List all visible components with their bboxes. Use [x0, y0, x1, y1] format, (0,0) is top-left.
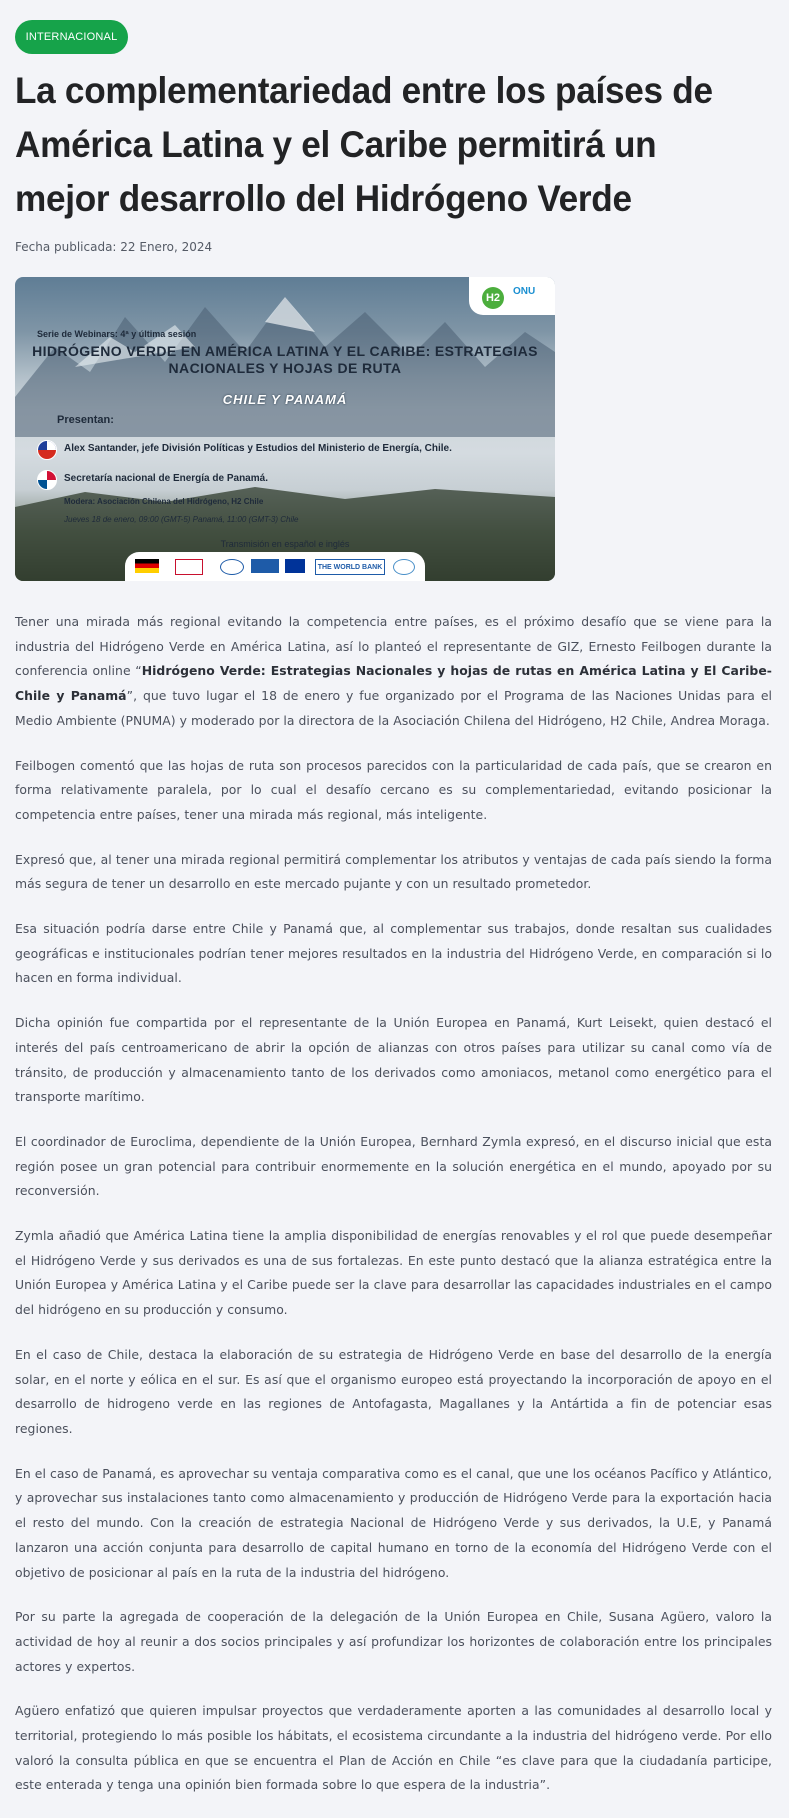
paragraph: En el caso de Chile, destaca la elaboración de su estrategia de Hidrógeno Verde en base del desarrollo de la energía solar, en el norte y eólica en el sur. Es así que el organismo europeo está proyectando la incorporación de apoyo en el desarrollo de hidrogeno verde en las regiones de Antofagasta, Magallanes y la Antártida a fin de potenciar esas regiones.: [15, 1346, 772, 1436]
world-bank-logo: THE WORLD BANK: [315, 559, 385, 575]
hero-image: [15, 277, 555, 581]
webinar-countries: CHILE Y PANAMÁ: [222, 392, 348, 407]
webinar-series-label: Serie de Webinars: 4ª y última sesión: [37, 329, 197, 339]
category-badge[interactable]: INTERNACIONAL: [15, 20, 128, 54]
partner-logos-top: [469, 277, 555, 315]
paragraph: Agüero enfatizó que quieren impulsar proyectos que verdaderamente aporten a las comunidades al desarrollo local y territorial, protegiendo lo más posible los hábitats, el ecosistema circundante a la industria del hidrógeno verde. Por ello valoró la consulta pública en que se encuentra el Plan de Acción en Chile “es clave para que la ciudadanía participe, este enterada y tenga una opinión bien formada sobre lo que espera de la industria”.: [15, 1703, 772, 1793]
presenters-heading: Presentan:: [57, 414, 114, 426]
un-cepal-logo: [393, 559, 415, 575]
speaker-panama: Secretaría nacional de Energía de Panamá.: [64, 473, 268, 484]
paragraph: Zymla añadió que América Latina tiene la amplia disponibilidad de energías renovables y el rol que puede desempeñar el Hidrógeno Verde y sus derivados es una de sus fortalezas. En este punto destacó que la alianza estratégica entre la Unión Europea y América Latina y el Caribe puede ser la clave para desarrollar las capacidades industriales en el campo del hidrógeno en su producción y consumo.: [15, 1228, 772, 1318]
conference-title: Hidrógeno Verde: Estrategias Nacionales y hojas de rutas en América Latina y El Caribe- Chile y Panamá: [15, 663, 772, 704]
panama-flag-icon: [37, 470, 57, 490]
h2-logo: H2: [482, 287, 504, 309]
publish-date: Fecha publicada: 22 Enero, 2024: [15, 240, 213, 254]
onu-logo: ONU: [513, 286, 536, 297]
paragraph: Expresó que, al tener una mirada regional permitirá complementar los atributos y ventajas de cada país siendo la forma más segura de tener un desarrollo en este mercado pujante y con un resultado prometedor.: [15, 851, 772, 892]
paragraph: Por su parte la agregada de cooperación de la delegación de la Unión Europea en Chile, Susana Agüero, valoro la actividad de hoy al reunir a dos socios principales y así profundizar los horizontes de colaboración entre los principales actores y expertos.: [15, 1609, 772, 1674]
giz-logo: [175, 559, 203, 575]
mountain-illustration: [15, 277, 555, 581]
paragraph: En el caso de Panamá, es aprovechar su ventaja comparativa como es el canal, que une los océanos Pacífico y Atlántico, y aprovechar sus instalaciones tanto como almacenamiento y producción de Hidrógeno Verde para la exportación hacia el resto del mundo. Con la creación de estrategia Nacional de Hidrógeno Verde y sus derivados, la U.E, y Panamá lanzaron una acción conjunta para desarrollo de capital humano en torno de la economía del Hidrógeno Verde con el objetivo de posicionar al país en la ruta de la industria del hidrógeno.: [15, 1465, 772, 1580]
speaker-chile: Alex Santander, jefe División Políticas y Estudios del Ministerio de Energía, Chile.: [64, 443, 452, 454]
paragraph: Feilbogen comentó que las hojas de ruta son procesos parecidos con la particularidad de cada país, que se crearon en forma relativamente paralela, por lo cual el desafío cercano es su complementariedad, evitando posicionar la competencia entre países, tener una mirada más regional, más inteligente.: [15, 757, 772, 822]
partner-logos-bottom: [125, 552, 425, 581]
webinar-title: HIDRÓGENO VERDE EN AMÉRICA LATINA Y EL CARIBE: ESTRATEGIAS NACIONALES Y HOJAS DE RUTA: [32, 343, 538, 376]
paragraph: Dicha opinión fue compartida por el representante de la Unión Europea en Panamá, Kurt Leisekt, quien destacó el interés del país centroamericano de abrir la opción de alianzas con otros países para utilizar su canal como vía de tránsito, de producción y almacenamiento tanto de los derivados como amoniacos, metanol como energético para el transporte marítimo.: [15, 1015, 772, 1105]
paragraph: Tener una mirada más regional evitando la competencia entre países, es el próximo desafío que se viene para la industria del Hidrógeno Verde en América Latina, así lo planteó el representante de GIZ, Ernesto Feilbogen durante la conferencia online “Hidrógeno Verde: Estrategias Nacionales y hojas de rutas en América Latina y El Caribe- Chile y Panamá”, que tuvo lugar el 18 de enero y fue organizado por el Programa de las Naciones Unidas para el Medio Ambiente (PNUMA) y moderado por la directora de la Asociación Chilena del Hidrógeno, H2 Chile, Andrea Moraga.: [15, 614, 772, 728]
article-title: La complementariedad entre los países de América Latina y el Caribe permitirá un mejor desarrollo del Hidrógeno Verde: [15, 70, 713, 219]
eu-flag-logo: [285, 559, 305, 573]
moderator: Modera: Asociación Chilena del Hidrógeno, H2 Chile: [64, 497, 264, 506]
euroclima-logo: [251, 559, 279, 573]
webinar-datetime: Jueves 18 de enero, 09:00 (GMT-5) Panamá, 11:00 (GMT-3) Chile: [64, 515, 299, 524]
global-gateway-logo: [220, 559, 244, 575]
webinar-language: Transmisión en español e inglés: [220, 539, 350, 549]
paragraph: Esa situación podría darse entre Chile y Panamá que, al complementar sus trabajos, donde resaltan sus cualidades geográficas e institucionales podrían tener mejores resultados en la industria del Hidrógeno Verde, en comparación si lo hacen en forma individual.: [15, 921, 772, 986]
article-body: [15, 610, 772, 1818]
chile-flag-icon: [37, 440, 57, 460]
germany-cooperation-logo: [135, 559, 159, 573]
paragraph: El coordinador de Euroclima, dependiente de la Unión Europea, Bernhard Zymla expresó, en el discurso inicial que esta región posee un gran potencial para contribuir enormemente en la solución energética en el mundo, apoyado por su reconversión.: [15, 1133, 772, 1199]
